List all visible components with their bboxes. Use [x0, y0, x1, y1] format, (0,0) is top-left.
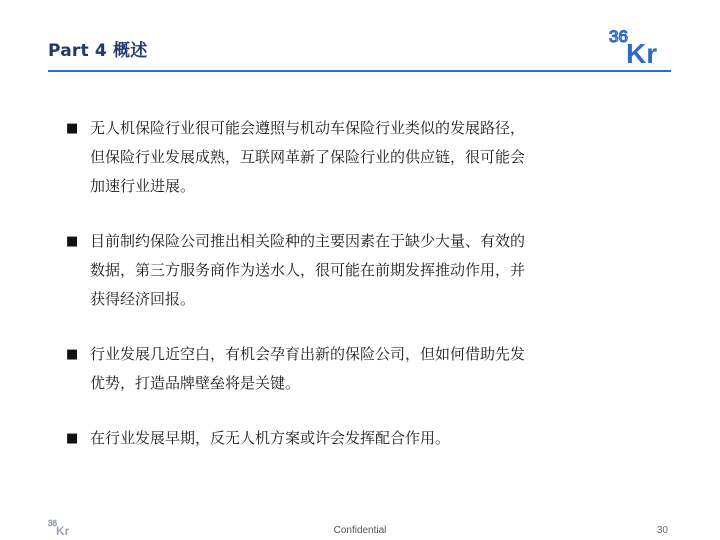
confidential-label: Confidential: [333, 525, 387, 536]
bullet-marker: ■: [66, 121, 79, 136]
bullet-line: 数据，第三方服务商作为送水人，很可能在前期发挥推动作用，并: [90, 261, 526, 279]
footer-logo-text-36: 36: [48, 519, 57, 528]
bullet-item-3: [66, 340, 626, 398]
bullet-line: 优势，打造品牌壁垒将是关键。: [90, 374, 301, 392]
bullet-item-1: [66, 114, 626, 201]
title-divider: [48, 70, 671, 72]
bullet-marker: ■: [66, 234, 79, 249]
bullet-line: 无人机保险行业很可能会遵照与机动车保险行业类似的发展路径，: [90, 119, 526, 137]
bullet-item-4: [66, 424, 626, 453]
logo-text-36: 36: [609, 27, 628, 46]
bullet-line: 但保险行业发展成熟，互联网革新了保险行业的供应链，很可能会: [90, 148, 526, 166]
bullet-marker: ■: [66, 431, 79, 446]
footer-36kr-logo-icon: [48, 518, 76, 536]
bullet-list: [66, 114, 626, 479]
bullet-line: 目前制约保险公司推出相关险种的主要因素在于缺少大量、有效的: [90, 232, 526, 250]
bullet-item-2: [66, 227, 626, 314]
page-number: 30: [656, 525, 668, 536]
bullet-line: 在行业发展早期，反无人机方案或许会发挥配合作用。: [90, 429, 451, 447]
bullet-line: 加速行业进展。: [90, 177, 196, 195]
bullet-marker: ■: [66, 347, 79, 362]
slide-title: Part 4 概述: [48, 41, 148, 61]
logo-text-kr: Kr: [626, 38, 658, 66]
bullet-line: 行业发展几近空白，有机会孕育出新的保险公司，但如何借助先发: [90, 345, 526, 363]
bullet-line: 获得经济回报。: [90, 290, 196, 308]
36kr-logo-icon: [608, 26, 674, 66]
footer-logo-text-kr: Kr: [56, 524, 70, 536]
